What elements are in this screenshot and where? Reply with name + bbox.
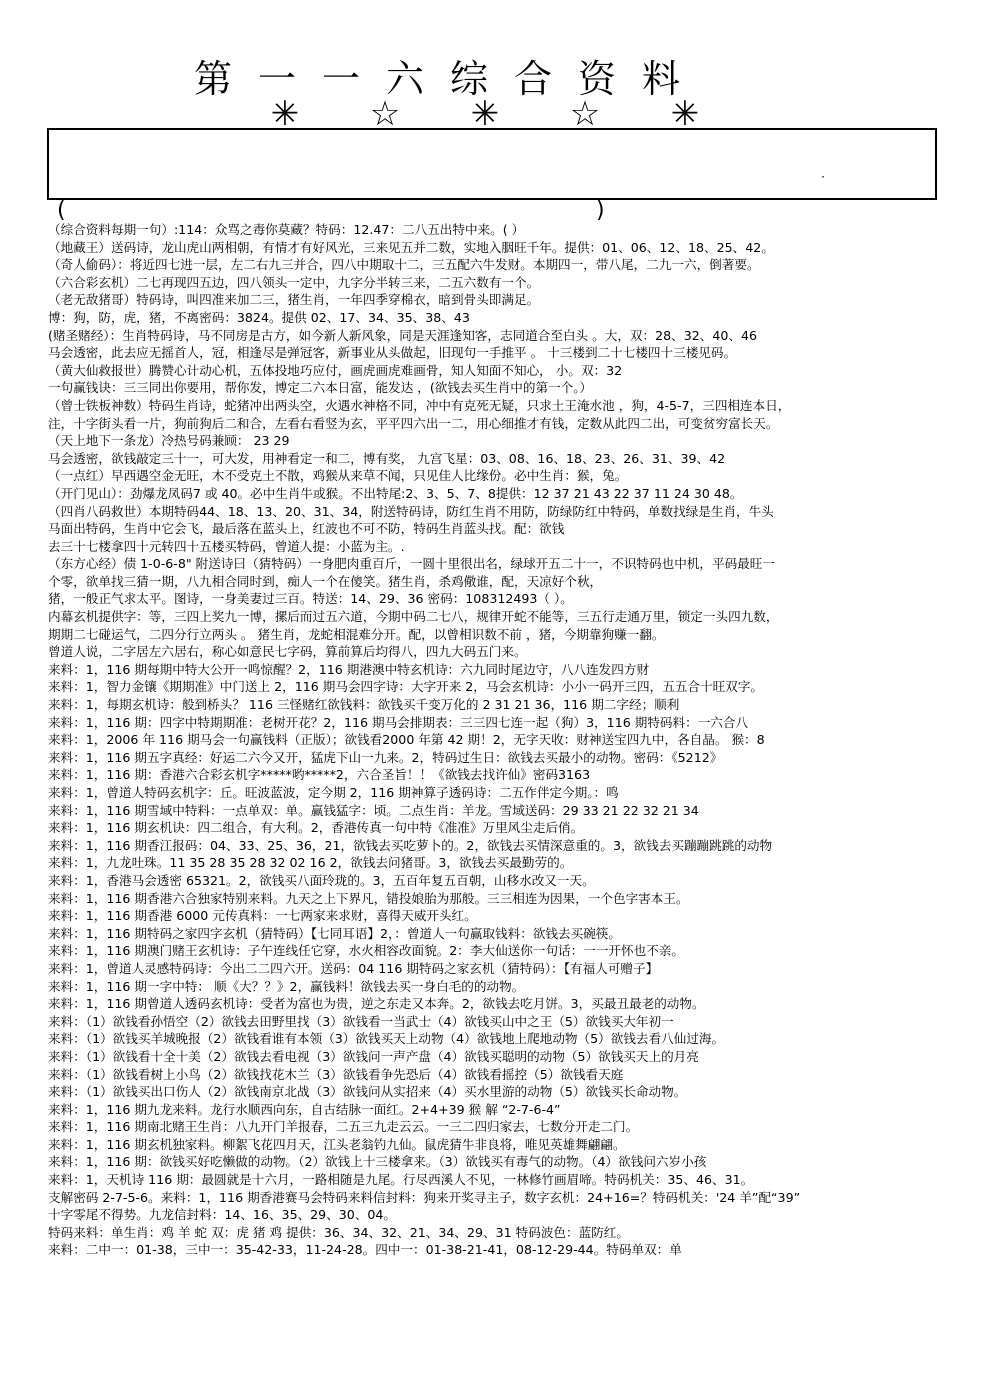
text-line: 个零，欲单找三猜一期，八九相合同时到，痴人一个在傻笑。猪生肖，杀鸡儆谁，配，天凉好个秋， — [48, 573, 603, 589]
text-line: 注，十字街头看一片，狗前狗后二和合，左看右看竖为玄，平平四六出一二，用心细推才有钱，定数从此四二出，可变贫穷富长天。 — [48, 415, 779, 431]
text-line: 猪，一般正气求太平。图诗，一身美妻过三百。特送：14、29、36 密码：108312493（ ）。 — [48, 591, 573, 607]
text-line: (赌圣赌经）：生肖特码诗，马不同房是古方，如今新人新风象，同是天涯逢知客，志同道合至白头 。大，双：28、32、40、46 — [48, 327, 757, 343]
text-line: 来料：1，116 期：香港六合彩玄机字*****哟*****2，六合圣旨！！《欲钱去找许仙》密码3163 — [48, 767, 591, 783]
text-line: 来料：（1）欲钱看十全十美（2）欲钱去看电视（3）欲钱问一声产盘（4）欲钱买聪明的动物（5）欲钱买天上的月亮 — [48, 1048, 699, 1064]
text-line: 来料：1，116 期一字中特： 顺《大？？》2，赢钱料！欲钱去买一身白毛的的动物。 — [48, 978, 525, 994]
text-line: 来料：1，116 期：欲钱买好吃懒做的动物。（2）欲钱上十三楼拿来。（3）欲钱买有毒气的动物。（4）欲钱问六岁小孩 — [48, 1154, 707, 1170]
text-line: 来料：1，2006 年 116 期马会一句赢钱料（正版）；欲钱看2000 年第 42 期！2，无字天收：财神送宝四九中，各自晶。 猴：8 — [48, 732, 765, 748]
text-line: 来料：1，116 期特码之家四字玄机（猜特码）【七同耳语】2，：曾道人一句赢取钱料：欲钱去买碗筷。 — [48, 925, 621, 941]
text-line: 期期二七碰运气，二四分行立两头 。 猪生肖，龙蛇相混难分开。配，以曾相识数不前 ，猪，今期靠狗赚一翻。 — [48, 626, 665, 642]
document-body — [48, 221, 948, 1259]
text-line: 曾道人说，二字居左六居右，称心如意民七字码，算前算后均得八，四九大码五门来。 — [48, 644, 527, 660]
text-line: 来料：1，天机诗 116 期：最圆就是十六月，一路相随是九尾。行尽西溪人不见，一林修竹画眉啼。特码机关：35、46、31。 — [48, 1172, 754, 1188]
text-line: （曾士铁板神数）特码生肖诗，蛇猪冲出两头空，火遇水神格不同，冲中有克死无疑，只求土王淹水池 ，狗，4-5-7，三四相连本日， — [48, 397, 791, 413]
text-line: 十字零尾不得势。九龙信封料：14、16、35、29、30、04。 — [48, 1207, 397, 1223]
text-line: （六合彩玄机）二七再现四五边，四八领头一定中，九字分半转三来，二五六数有一个。 — [48, 274, 540, 290]
text-line: 马会透密，欲钱敲定三十一，可大发，用神看定一和二，博有奖， 九宫飞星：03、08、16、18、23、26、31、39、42 — [48, 450, 726, 466]
text-line: （东方心经）债 1-0-6-8" 附送诗曰（猜特码）一身肥肉重百斤，一圆十里很出名，绿球开五二十一，不识特码也中机，平码最旺一 — [48, 556, 775, 572]
left-bracket-icon: ( — [57, 198, 66, 223]
text-line: 来料：1，116 期香江报码：04、33、25、36，21，欲钱去买吃萝卜的。2，欲钱去买情深意重的。3，欲钱去买蹦蹦跳跳的动物 — [48, 837, 773, 853]
text-line: 来料：1，116 期南北赌王生肖：八九开门羊报春，二五三九走云云。一三二四归家去，七数分开走二门。 — [48, 1119, 639, 1135]
text-line: 来料：1，智力金镶《期期准》中门送上 2，116 期马会四字诗：大字开来 2，马会玄机诗：小小一码开三四，五五合十旺双字。 — [48, 679, 763, 695]
text-line: 来料：（1）欲钱看孙悟空（2）欲钱去田野里找（3）欲钱看一当武士（4）欲钱买山中之王（5）欲钱买大年初一 — [48, 1013, 674, 1029]
text-line: 来料：1，116 期雪域中特料：一点单双：单。赢钱猛字：顷。二点生肖：羊龙。雪域送码：29 33 21 22 32 21 34 — [48, 802, 699, 818]
page-title: 第一一六综合资料 — [193, 57, 706, 101]
text-line: 来料：1，116 期五字真经：好运二六今又开，猛虎下山一九来。2，特码过生日：欲钱去买最小的动物。密码：《5212》 — [48, 749, 723, 765]
text-line: （综合资料每期一句）:114：众骂之毒你莫藏？特码：12.47：二八五出特中来。( ） — [48, 222, 525, 237]
text-line: （黄大仙救报世）腾赞心计动心机，五体投地巧应付，画虎画虎难画骨，知人知面不知心， 小。双：32 — [48, 362, 623, 378]
text-line: 来料：1，116 期玄机诀：四二组合，有大利。2，香港传真一句中特《准准》万里风尘走后俏。 — [48, 820, 584, 836]
text-line: 来料：1，116 期每期中特大公开一鸣惊醒？2，116 期港澳中特玄机诗：六九同时尾边守，八八连发四方财 — [48, 661, 650, 677]
text-line: 马面出特码，生肖中它会飞，最后落在蓝头上，红波也不可不防，特码生肖蓝头找。配：欲钱 — [48, 521, 565, 537]
text-line: 马会透密，此去应无摇首人，冠，相逢尽是弹冠客，新事业从头做起，旧现句一手推平 。 十三楼到二十七楼四十三楼见码。 — [48, 345, 737, 361]
text-line: （天上地下一条龙）冷热号码兼顾： 23 29 — [48, 433, 290, 449]
text-line: 博：狗，防，虎，猪，不离密码：3824。提供 02、17、34、35、38、43 — [48, 309, 470, 325]
text-line: 内幕玄机提供字：等，三四上奖九一博，摞后而过五六道，今期中码二七八，规律开蛇不能等，三五行走通万里，锁定一头四九数， — [48, 609, 779, 625]
text-line: （地藏王）送码诗，龙山虎山两相朝，有情才有好风光，三来见五并二数，实地入胭旺千年。提供：01、06、12、18、25、42。 — [48, 239, 774, 255]
text-line: （四肖八码救世）本期特码44、18、13、20、31、34，附送特码诗，防红生肖不用防，防绿防红中特码，单数找绿是生肖，牛头 — [48, 503, 774, 519]
text-line: （开门见山）：劲爆龙凤码7 或 40。必中生肖牛或猴。不出特尾:2、3、5、7、8提供：12 37 21 43 22 37 11 24 30 48。 — [48, 485, 743, 501]
text-line: 来料：1，116 期曾道人透码玄机诗：受者为富也为贵，逆之东走又本奔。2，欲钱去吃月饼。3，买最丑最老的动物。 — [48, 996, 705, 1012]
text-line: 来料：（1）欲钱买出口伤人（2）欲钱南京北战（3）欲钱问从实招来（4）买水里游的动物（5）欲钱买长命动物。 — [48, 1084, 687, 1100]
banner-mark: · — [821, 170, 825, 184]
text-line: 来料：（1）欲钱看树上小鸟（2）欲钱找花木兰（3）欲钱看争先恐后（4）欲钱看摇控（5）欲钱看天庭 — [48, 1066, 624, 1082]
text-line: （一点红）早西遇空金无旺，木不受克土不散，鸡猴从来草不闻，只见佳人比缘份。必中生肖：猴，兔。 — [48, 468, 628, 484]
text-line: 来料：1，曾道人灵感特码诗：今出二二四六开。送码：04 116 期特码之家玄机（猜特码）：【有福人可赠子】 — [48, 960, 659, 976]
text-line: 来料：1，116 期：四字中特期期准：老树开花？2，116 期马会排期表：三三四七连一起（狗）3，116 期特码料：一六合八 — [48, 714, 749, 730]
right-bracket-icon: ) — [596, 198, 605, 223]
text-line: 一句赢钱诀：三三同出你要用，帮你发，博定二六本日富，能发达 ，(欲钱去买生肖中的第一个。） — [48, 380, 593, 396]
text-line: （奇人偷码）：将近四七进一层，左二右九三并合，四八中期取十二，三五配六牛发财。本期四一，带八尾，二九一六，倒著要。 — [48, 257, 760, 273]
text-line: 来料：1，116 期澳门赌王玄机诗：子午连线任它穿，水火相容改面貌。2：李大仙送你一句话：一一开怀也不亲。 — [48, 943, 684, 959]
text-line: 来料：1，九龙吐珠。11 35 28 35 28 32 02 16 2，欲钱去问猪哥。3，欲钱去买最勤劳的。 — [48, 855, 573, 871]
text-line: 来料：1，116 期香港 6000 元传真料：一七两家来求财，喜得天威开头红。 — [48, 908, 477, 924]
asterisk-star-icon: ✳ — [670, 94, 700, 134]
text-line: 来料：1，香港马会透密 65321。2，欲钱买八面玲珑的。3，五百年复五百朝，山移水改又一天。 — [48, 872, 595, 888]
text-line: 来料：1，116 期玄机独家料。柳絮飞花四月天，江头老翁钓九仙。鼠虎猜牛非良将，唯见英雄舞翩翩。 — [48, 1136, 626, 1152]
text-line: 来料：1，116 期九龙来料。龙行水顺西向东，自古结脉一面红。2+4+39 猴 解 “2-7-6-4” — [48, 1101, 561, 1117]
text-line: 来料：1，每期玄机诗：般到桥头？ 116 三怪赌红欲钱料：欲钱买千变万化的 2 31 21 36，116 期二字经；顺利 — [48, 697, 680, 713]
text-line: 来料：（1）欲钱买羊城晚报（2）欲钱看谁有本领（3）欲钱买天上动物（4）欲钱地上爬地动物（5）欲钱去看八仙过海。 — [48, 1031, 725, 1047]
text-line: 来料：1，曾道人特码玄机字：丘。旺波蓝波，定今期 2，116 期神算子透码诗：二五作伴定今期。：鸣 — [48, 785, 619, 800]
text-line: 来料：二中一：01-38，三中一：35-42-33，11-24-28。四中一：01-38-21-41，08-12-29-44。特码单双：单 — [48, 1242, 682, 1258]
text-line: 去三十七楼拿四十元转四十五楼买特码，曾道人提：小蓝为主。. — [48, 538, 405, 554]
asterisk-star-icon: ✳ — [270, 94, 300, 134]
text-line: 支解密码 2-7-5-6。来料：1，116 期香港赛马会特码来料信封料：狗来开奖寻主子，数字玄机：24+16=？特码机关：'24 羊”配“39” — [48, 1189, 801, 1205]
outline-star-icon: ☆ — [569, 94, 601, 134]
asterisk-star-icon: ✳ — [470, 94, 500, 134]
banner-box — [47, 128, 937, 200]
text-line: 特码来料：单生肖：鸡 羊 蛇 双：虎 猪 鸡 提供：36、34、32、21、34、29、31 特码波色：蓝防红。 — [48, 1224, 629, 1240]
text-line: （老无敌猪哥）特码诗，叫四准来加二三，猪生肖，一年四季穿棉衣，暗到骨头即满足。 — [48, 292, 540, 308]
text-line: 来料：1，116 期香港六合独家特别来料。九天之上下界凡，错投娘胎为那般。三三相连为因果，一个色字害本王。 — [48, 890, 689, 906]
outline-star-icon: ☆ — [369, 94, 401, 134]
